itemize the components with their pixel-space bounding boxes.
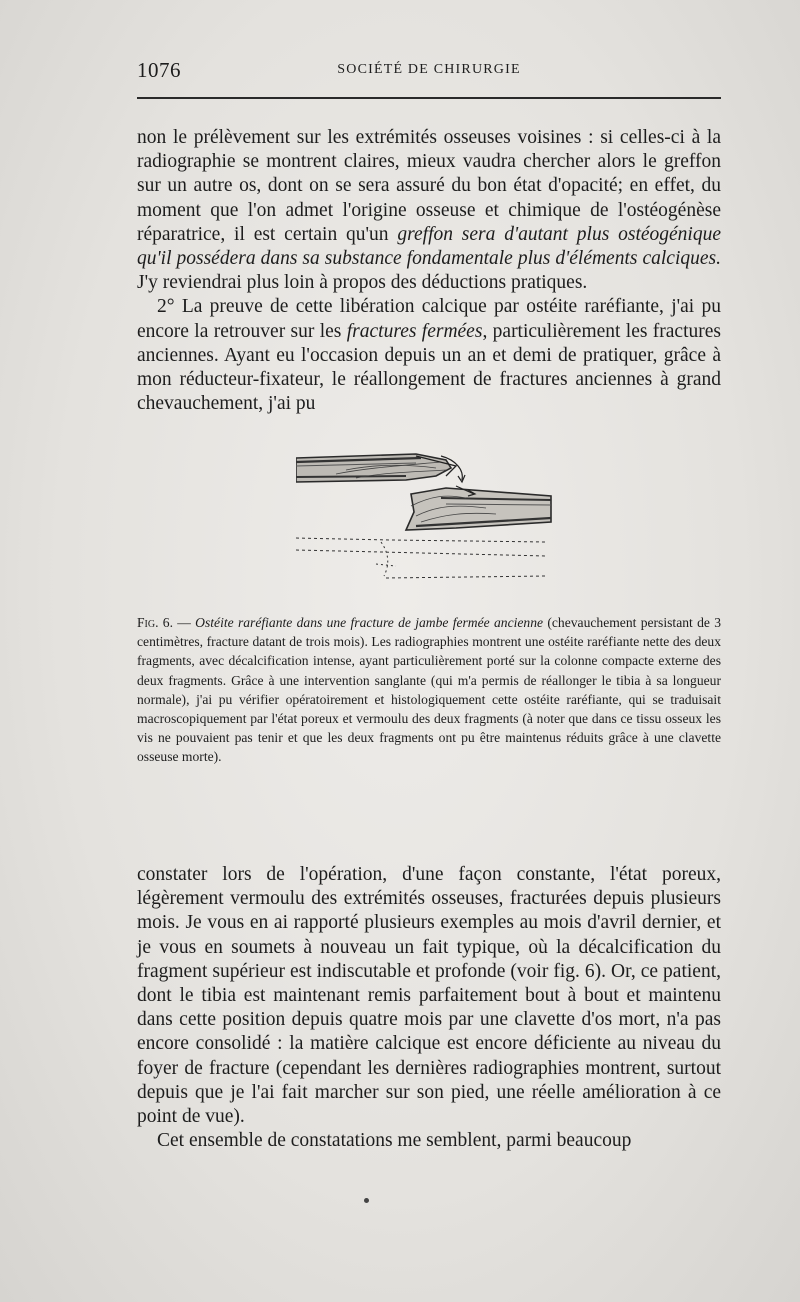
- figure-dash: —: [173, 615, 196, 630]
- paragraph-text: J'y reviendrai plus loin à propos des déductions pratiques.: [137, 272, 588, 294]
- dotted-bone-outline: [296, 538, 546, 578]
- paragraph-text: , particulièrement les fractures anciennes. Ayant eu l'occasion depuis un an et demi de pratiquer, grâce à mon réducteur-fixateur, le réallongement de fractures anciennes à grand chevauchement, j'ai pu: [137, 320, 721, 415]
- paragraph: constater lors de l'opération, d'une façon constante, l'état poreux, légèrement vermoulu des extrémités osseuses, fracturées depuis plusieurs mois. Je vous en ai rapporté plusieurs exemples au mois d'avril dernier, et je vous en soumets à nouveau un fait typique, où la décalcification du fragment supérieur est indiscutable et profonde (voir fig. 6). Or, ce patient, dont le tibia est maintenant remis parfaitement bout à bout et maintenu dans cette position depuis quatre mois par une clavette d'os mort, n'a pas encore consolidé : la matière calcique est encore déficiente au niveau du foyer de fracture (cependant les dernières radiographies montrent, surtout depuis que je l'ai fait marcher sur son pied, une réelle amélioration à ce point de vue).: [137, 864, 721, 1128]
- paragraph: Cet ensemble de constatations me semblent, parmi beaucoup: [157, 1130, 632, 1152]
- figure-caption: [137, 613, 721, 767]
- paragraph-text: 2° La preuve de cette libération calcique par ostéite raréfiante, j'ai pu encore la retrouver sur les: [137, 296, 721, 342]
- figure-body: (chevauchement persistant de 3 centimètres, fracture datant de trois mois). Les radiographies montrent une ostéite raréfiante nette des deux fragments, avec décalcification intense, ayant particulièrement porté sur la colonne compacte externe des deux fragments. Grâce à une intervention sanglante (qui m'a permis de réallonger le tibia à sa longueur normale), j'ai pu vérifier opératoirement et histologiquement cette ostéite raréfiante, qui se traduisait macroscopiquement par l'état poreux et vermoulu des deux fragments (à noter que dans ce tissu osseux les vis ne pouvaient pas tenir et que les deux fragments ont pu être maintenus réduits grâce à une clavette osseuse morte).: [137, 615, 722, 765]
- page-header: [137, 58, 721, 88]
- running-head: SOCIÉTÉ DE CHIRURGIE: [337, 62, 521, 77]
- paragraph: [137, 295, 721, 416]
- paragraph-italic: fractures fermées: [346, 320, 483, 342]
- paragraph: [137, 126, 721, 295]
- fracture-illustration: [296, 446, 556, 586]
- upper-bone-fragment: [296, 454, 456, 482]
- text-block-bottom: [137, 863, 721, 1153]
- paragraph-italic: greffon sera d'autant plus ostéogénique qu'il possédera dans sa substance fondamentale plus d'éléments calciques.: [137, 223, 721, 270]
- figure-label: Fig. 6.: [137, 615, 173, 630]
- ink-speck: [364, 1198, 369, 1203]
- figure-title: Ostéite raréfiante dans une fracture de jambe fermée ancienne: [195, 615, 544, 630]
- text-block-top: [137, 126, 721, 416]
- paragraph-text: non le prélèvement sur les extrémités osseuses voisines : si celles-ci à la radiographie se montrent claires, mieux vaudra chercher alors le greffon sur un autre os, dont on se sera assuré du bon état d'opacité; en effet, du moment que l'on admet l'origine osseuse et chimique de l'ostéogénèse réparatrice, il est certain qu'un: [137, 127, 721, 245]
- header-rule: [137, 97, 721, 99]
- lower-bone-fragment: [406, 488, 551, 530]
- page-number: 1076: [137, 58, 181, 82]
